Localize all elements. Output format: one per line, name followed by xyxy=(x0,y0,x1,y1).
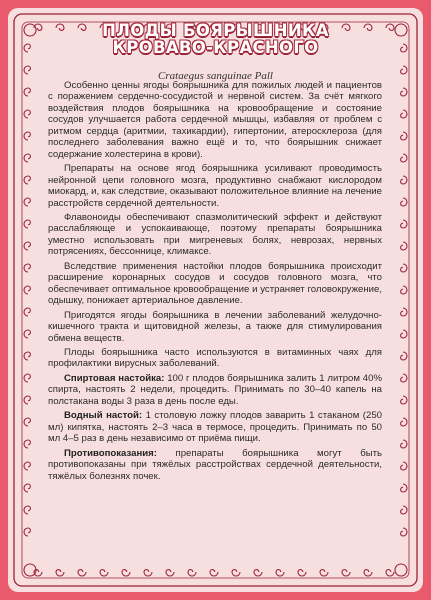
paragraph-1 xyxy=(48,80,382,160)
scroll-ornament xyxy=(24,286,30,294)
recipe-label: Водный настой: xyxy=(64,410,143,422)
paragraph-6 xyxy=(48,347,382,370)
paragraph-text: Вследствие применения настойки плодов боярышника происходит расширение коронарных сосудов и сосудов головного мозга, что обеспечивает оптимальное кровообращение и устраняет головокружение, одышку, понижает артериальное давление. xyxy=(48,260,382,307)
scroll-ornament xyxy=(56,570,64,576)
paragraph-text: Флавоноиды обеспечивают спазмолитический эффект и действуют расслабляюще и успокаивающе, поэтому препараты боярышника уместно использовать при мигреневых болях, неврозах, нервных потрясениях, бессоннице, климаксе. xyxy=(48,211,382,258)
scroll-ornament xyxy=(24,242,30,250)
paragraph-text: Препараты на основе ягод боярышника усиливают проводимость нейронной цепи головного мозга, продуктивно снабжают кислородом миокард, и, как следствие, оказывают положительное влияние на лечение расстройств сердечной деятельности. xyxy=(48,163,382,209)
scroll-ornament xyxy=(24,352,30,360)
paragraph-text: Пригодятся ягоды боярышника в лечении заболеваний желудочно-кишечного тракта и щитовидной железы, а также для стимулирования обмена веществ. xyxy=(48,309,382,344)
contraindications xyxy=(48,448,382,482)
scroll-ornament xyxy=(298,570,306,576)
recipe-text: 100 г плодов боярышника залить 1 литром 40% спирта, настоять 2 недели, процедить. Принимать по 30–40 капель на полстакана воды 3 раза в день после еды. xyxy=(48,372,382,407)
scroll-ornament xyxy=(24,528,30,536)
title-line-1: ПЛОДЫ БОЯРЫШНИКА xyxy=(102,21,329,40)
scroll-ornament xyxy=(24,484,30,492)
scroll-ornament xyxy=(401,352,407,360)
scroll-ornament xyxy=(401,154,407,162)
scroll-ornament xyxy=(24,264,30,272)
scroll-ornament xyxy=(24,220,30,228)
scroll-ornament xyxy=(401,396,407,404)
scroll-ornament xyxy=(401,484,407,492)
scroll-ornament xyxy=(24,132,30,140)
recipe-infusion xyxy=(48,410,382,444)
title-line-2: КРОВАВО-КРАСНОГО xyxy=(112,38,319,57)
scroll-ornament xyxy=(386,570,394,576)
paragraph-4 xyxy=(48,261,382,307)
scroll-ornament xyxy=(401,308,407,316)
corner-ornament xyxy=(395,564,407,576)
scroll-ornament xyxy=(100,570,108,576)
scroll-ornament xyxy=(342,570,350,576)
scroll-ornament xyxy=(401,330,407,338)
scroll-ornament xyxy=(254,570,262,576)
contraindications-label: Противопоказания: xyxy=(64,447,157,459)
scroll-ornament xyxy=(401,110,407,118)
scroll-ornament xyxy=(401,374,407,382)
scroll-ornament xyxy=(401,462,407,470)
scroll-ornament xyxy=(24,462,30,470)
scroll-ornament xyxy=(24,154,30,162)
scroll-ornament xyxy=(188,570,196,576)
paragraph-text: Плоды боярышника часто используются в витаминных чаях для профилактики вирусных заболеваний. xyxy=(48,346,382,370)
scroll-ornament xyxy=(24,110,30,118)
contraindications-text: препараты боярышника могут быть противопоказаны при тяжёлых расстройствах сердечной деятельности, тяжёлых болезнях почек. xyxy=(48,447,382,482)
scroll-ornament xyxy=(401,286,407,294)
scroll-ornament xyxy=(401,88,407,96)
page-title xyxy=(8,22,423,56)
scroll-ornament xyxy=(24,396,30,404)
scroll-ornament xyxy=(24,198,30,206)
scroll-ornament xyxy=(401,176,407,184)
scroll-ornament xyxy=(401,132,407,140)
scroll-ornament xyxy=(401,264,407,272)
scroll-ornament xyxy=(401,506,407,514)
scroll-ornament xyxy=(78,570,86,576)
scroll-ornament xyxy=(401,198,407,206)
scroll-ornament xyxy=(24,506,30,514)
scroll-ornament xyxy=(232,570,240,576)
scroll-ornament xyxy=(210,570,218,576)
scroll-ornament xyxy=(276,570,284,576)
scroll-ornament xyxy=(122,570,130,576)
recipe-text: 1 столовую ложку плодов заварить 1 стаканом (250 мл) кипятка, настоять 2–3 часа в термосе, процедить. Принимать по 50 мл 4–5 раз в день независимо от приёма пищи. xyxy=(48,410,382,445)
scroll-ornament xyxy=(401,242,407,250)
scroll-ornament xyxy=(364,570,372,576)
scroll-ornament xyxy=(144,570,152,576)
paragraph-2 xyxy=(48,163,382,209)
scroll-ornament xyxy=(401,440,407,448)
scroll-ornament xyxy=(24,440,30,448)
scroll-ornament xyxy=(401,528,407,536)
scroll-ornament xyxy=(24,308,30,316)
recipe-tincture xyxy=(48,373,382,407)
scroll-ornament xyxy=(24,330,30,338)
paragraph-text: Особенно ценны ягоды боярышника для пожилых людей и пациентов с поражением сердечно-сосудистой и нервной систем. За счёт мягкого воздействия плодов боярышника на кровообращение и состояние сосудов улучшается работа сердечной мышцы, избавляя от проблем с ритмом сердца (аритмии, тахикардии), гипертонии, атеросклероза (для последнего заболевания важно ещё и то, что боярышник снижает содержание холестерина в крови). xyxy=(48,80,382,160)
corner-ornament xyxy=(24,564,36,576)
scroll-ornament xyxy=(401,418,407,426)
scroll-ornament xyxy=(34,570,42,576)
scroll-ornament xyxy=(166,570,174,576)
recipe-label: Спиртовая настойка: xyxy=(64,372,165,384)
latin-name: Crataegus sanguinae Pall xyxy=(158,70,273,82)
scroll-ornament xyxy=(24,374,30,382)
paragraph-3 xyxy=(48,212,382,258)
scroll-ornament xyxy=(24,176,30,184)
scroll-ornament xyxy=(24,88,30,96)
paragraph-5 xyxy=(48,310,382,344)
scroll-ornament xyxy=(401,220,407,228)
scroll-ornament xyxy=(320,570,328,576)
scroll-ornament xyxy=(24,418,30,426)
article-body xyxy=(48,80,382,485)
